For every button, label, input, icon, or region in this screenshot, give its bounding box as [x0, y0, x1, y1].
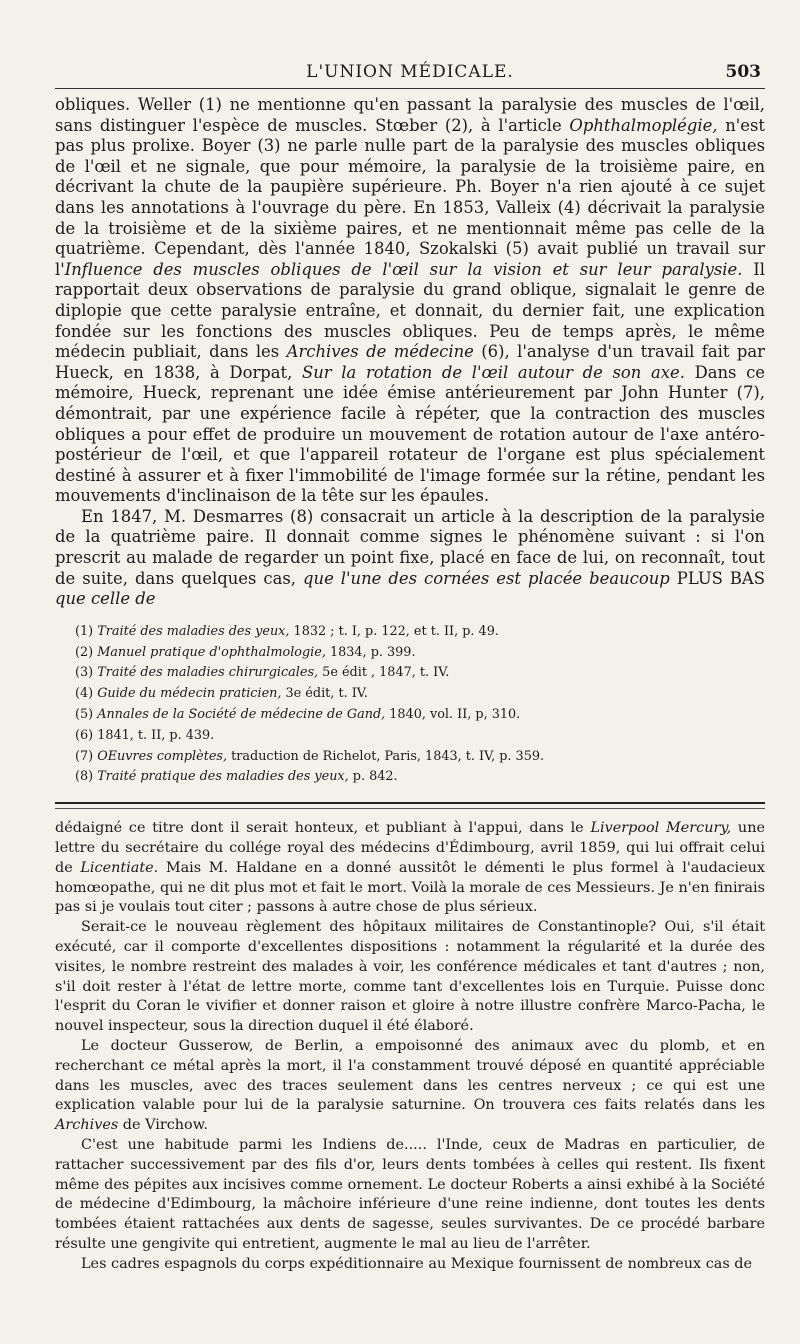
- footnote: [55, 767, 765, 788]
- footnote: [55, 622, 765, 643]
- page-number: 503: [725, 62, 761, 82]
- text-run: 1834, p. 399.: [325, 644, 416, 660]
- italic-text: Traité pratique des maladies des yeux,: [97, 769, 349, 785]
- text-run: une lettre du secrétaire du collége royal des médecins d'Édimbourg, avril 1859, qui lui offrait celui de: [55, 820, 765, 876]
- text-run: 3e édit, t. IV.: [281, 686, 368, 702]
- paragraph: [55, 1136, 765, 1255]
- italic-text: que l'une des cornées est placée beaucoup: [303, 568, 670, 588]
- text-run: (2): [75, 644, 98, 660]
- running-header: [55, 58, 765, 89]
- italic-text: Sur la rotation de l'œil autour de son axe.: [302, 362, 685, 382]
- text-run: Dans ce mémoire, Hueck, reprenant une idée émise antérieurement par John Hunter (7), démontrait, par une expérience facile à répéter, que la contraction des muscles obliques a pour effet de produire un mouvement de rotation autour de l'axe antéro-postérieur de l'œil, et que l'appareil rotateur de l'organe est plus spécialement destiné à assurer et à fixer l'immobilité de l'image formée sur la rétine, pendant les mouvements d'inclinaison de la tête sur les épaules.: [55, 362, 766, 506]
- italic-text: Ophthalmoplégie,: [569, 115, 718, 135]
- text-run: C'est une habitude parmi les Indiens de..... l'Inde, ceux de Madras en particulier, de rattacher successivement par des fils d'or, leurs dents tombées à celles qui restent. Ils fixent même des pépites aux incisives comme ornement. Le docteur Roberts a ainsi exhibé à la Société de médecine d'Edimbourg, la mâchoire inférieure d'une reine indienne, dont toutes les dents tombées étaient rattachées aux dents de sagesse, seules survivantes. De ce procédé barbare résulte une gengivite qui entretient, augmente le mal au lieu de l'arrêter.: [55, 1136, 765, 1252]
- text-run: Serait-ce le nouveau règlement des hôpitaux militaires de Constantinople? Oui, s'il était exécuté, car il comporte d'excellentes dispositions : notamment la régularité et la durée des visites, le nombre restreint des malades à voir, les conférence médicales et tant d'autres ; non, s'il doit rester à l'état de lettre morte, comme tant d'excellentes lois en Turquie. Puisse donc l'esprit du Coran le vivifier et donner raison et gloire à notre illustre confrère Marco-Pacha, le nouvel inspecteur, sous la direction duquel il été élaboré.: [55, 919, 765, 1035]
- italic-text: Guide du médecin praticien,: [97, 686, 282, 702]
- text-run: de Virchow.: [118, 1117, 208, 1134]
- section-divider: [55, 802, 765, 809]
- italic-text: Traité des maladies des yeux,: [97, 623, 290, 639]
- paragraph: [55, 507, 765, 610]
- text-run: En 1847, M. Desmarres (8) consacrait un article à la description de la paralysie de la quatrième paire. Il donnait comme signes le phénomène suivant : si l'on prescrit au malade de regarder un point fixe, placé en face de lui, on reconnaît, tout de suite, dans quelques cas,: [55, 506, 765, 588]
- italic-text: Archives de médecine: [286, 342, 474, 362]
- paragraph: [55, 1255, 765, 1275]
- text-run: p. 842.: [348, 769, 398, 785]
- footnote: [55, 643, 765, 664]
- italic-text: OEuvres complètes,: [97, 748, 228, 764]
- text-run: Il rapportait deux observations de paralysie du grand oblique, signalait le genre de diplopie que cette paralysie entraîne, et donnait, du dernier fait, une explication fondée sur les fonctions des muscles obliques. Peu de temps après, le même médecin publiait, dans les: [55, 259, 765, 362]
- text-run: (1): [75, 623, 98, 639]
- text-run: (8): [75, 769, 98, 785]
- text-run: obliques. Weller (1) ne mentionne qu'en passant la paralysie des muscles de l'œil, sans distinguer l'espèce de muscles. Stœber (2), à l'article: [55, 95, 765, 135]
- text-run: (5): [75, 707, 98, 723]
- text-run: Le docteur Gusserow, de Berlin, a empoisonné des animaux avec du plomb, et en recherchant ce métal après la mort, il l'a constamment trouvé déposé en quantité appréciable dans les muscles, avec des traces seulement dans les centres nerveux ; ce qui est une explication valable pour lui de la paralysie saturnine. On trouvera ces faits relatés dans les: [55, 1037, 765, 1114]
- italic-text: Influence des muscles obliques de l'œil sur la vision et sur leur paralysie.: [64, 259, 743, 279]
- main-text: [55, 95, 765, 610]
- text-run: 1832 ; t. I, p. 122, et t. II, p. 49.: [289, 623, 499, 639]
- paragraph: [55, 819, 765, 918]
- footnotes: [55, 622, 765, 788]
- text-run: traduction de Richelot, Paris, 1843, t. IV, p. 359.: [227, 748, 545, 764]
- text-run: Mais M. Haldane en a donné aussitôt le démenti le plus formel à l'audacieux homœopathe, qui ne dit plus mot et fait le mort. Voilà la morale de ces Messieurs. Je n'en finirais pas si je voulais tout citer ; passons à autre chose de plus sérieux.: [55, 859, 765, 916]
- italic-text: Archives: [55, 1117, 119, 1134]
- italic-text: Manuel pratique d'ophthalmologie,: [97, 644, 326, 660]
- footnote: [55, 663, 765, 684]
- text-run: 1840, vol. II, p, 310.: [385, 707, 521, 723]
- text-run: 5e édit , 1847, t. IV.: [318, 665, 450, 681]
- italic-text: Annales de la Société de médecine de Gand,: [97, 707, 386, 723]
- paragraph: [55, 918, 765, 1037]
- italic-text: Liverpool Mercury,: [590, 820, 732, 837]
- text-run: (6) 1841, t. II, p. 439.: [75, 727, 215, 743]
- text-run: (3): [75, 665, 98, 681]
- journal-title: L'UNION MÉDICALE.: [306, 62, 514, 82]
- footnote: [55, 705, 765, 726]
- text-run: Les cadres espagnols du corps expéditionnaire au Mexique fournissent de nombreux cas de: [81, 1255, 753, 1272]
- feuilleton-text: [55, 819, 765, 1274]
- text-run: (4): [75, 686, 98, 702]
- footnote: [55, 726, 765, 747]
- footnote: [55, 684, 765, 705]
- italic-text: Traité des maladies chirurgicales,: [97, 665, 319, 681]
- italic-text: que celle de: [55, 589, 156, 609]
- text-run: PLUS BAS: [669, 568, 765, 588]
- page: [55, 58, 765, 1275]
- text-run: (7): [75, 748, 98, 764]
- footnote: [55, 747, 765, 768]
- text-run: dédaigné ce titre dont il serait honteux, et publiant à l'appui, dans le: [55, 820, 591, 837]
- text-run: (6), l'analyse d'un travail fait par Hueck, en 1838, à Dorpat,: [55, 342, 765, 382]
- paragraph: [55, 1037, 765, 1136]
- text-run: n'est pas plus prolixe. Boyer (3) ne parle nulle part de la paralysie des muscles obliques de l'œil et ne signale, que pour mémoire, la paralysie de la troisième paire, en décrivant la chute de la paupière supérieure. Ph. Boyer n'a rien ajouté à ce sujet dans les annotations à l'ouvrage du père. En 1853, Valleix (4) décrivait la paralysie de la troisième et de la sixième paires, et ne mentionnait même pas celle de la quatrième. Cependant, dès l'année 1840, Szokalski (5) avait publié un travail sur l': [55, 115, 765, 279]
- paragraph: [55, 95, 765, 507]
- italic-text: Licentiate.: [80, 859, 159, 876]
